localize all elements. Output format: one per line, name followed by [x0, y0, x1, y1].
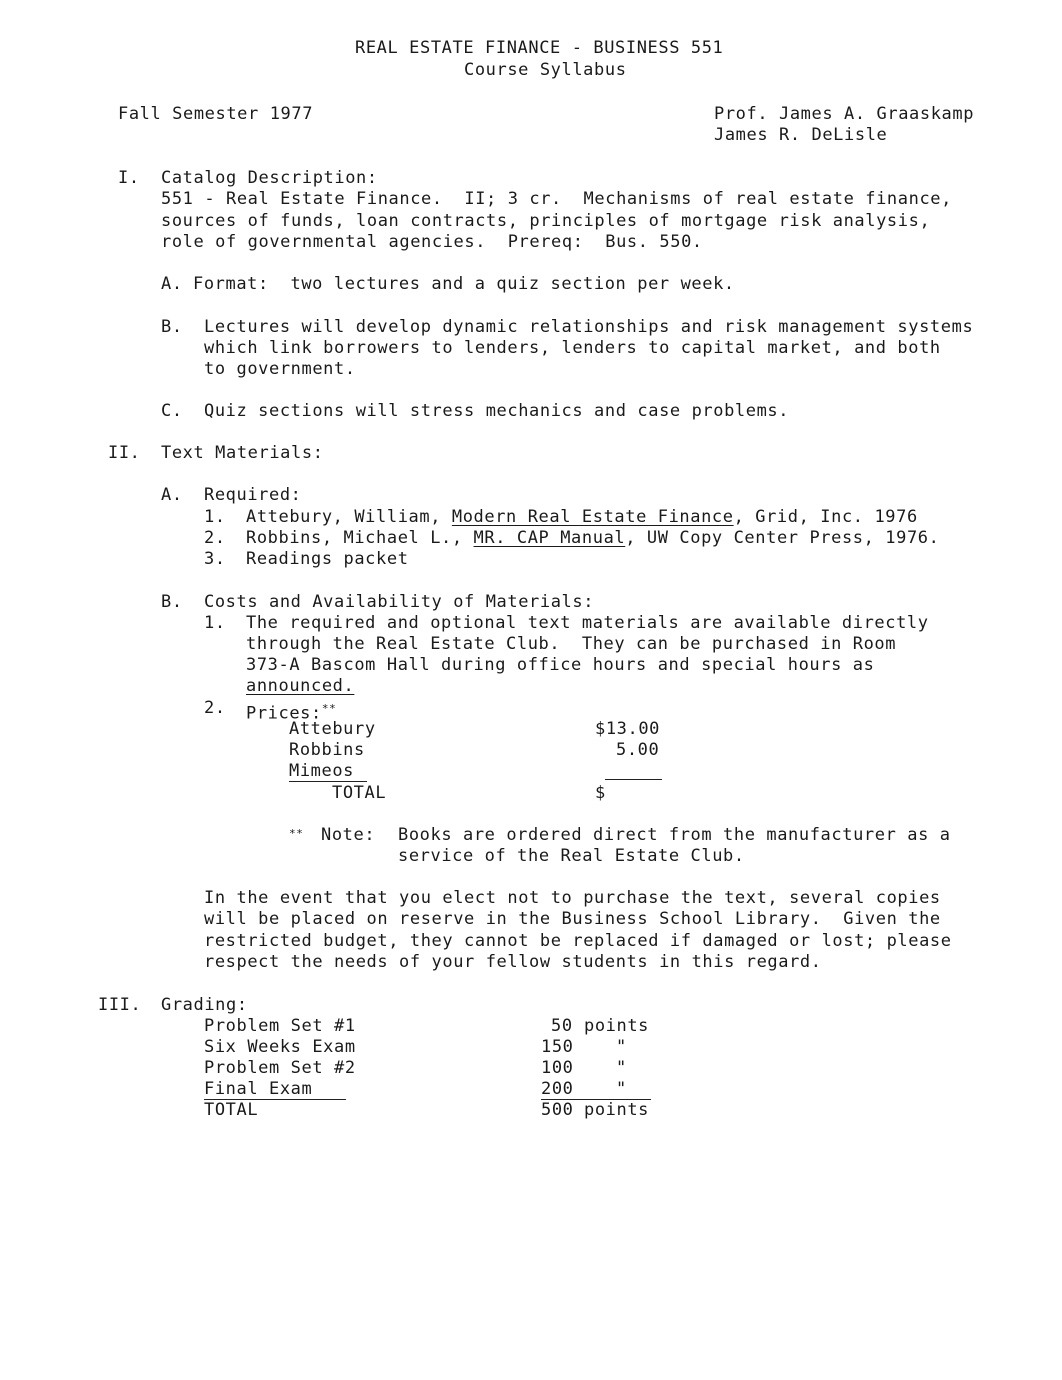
required-1-num: 1. — [204, 507, 226, 527]
reserve-line-4: respect the needs of your fellow students in this regard. — [204, 952, 822, 972]
prices-total-value: $ — [595, 783, 606, 803]
costs-label: B. — [161, 592, 183, 612]
prices-total-label: TOTAL — [332, 783, 387, 803]
catalog-line-1: 551 - Real Estate Finance. II; 3 cr. Mechanisms of real estate finance, — [161, 189, 952, 209]
grading-total-label: TOTAL — [204, 1100, 259, 1120]
required-1 — [246, 507, 918, 528]
grading-total-unit: points — [584, 1100, 650, 1120]
prices-asterisks: ** — [321, 702, 337, 715]
required-heading: Required: — [204, 485, 302, 505]
section-3-numeral: III. — [98, 995, 142, 1015]
section-1-numeral: I. — [118, 168, 140, 188]
document-subtitle: Course Syllabus — [464, 60, 627, 80]
costs-1-line-1: The required and optional text materials are available directly — [246, 613, 929, 633]
prices-num: 2. — [204, 698, 226, 718]
grade-unit-2: " — [616, 1037, 627, 1057]
item-c-label: C. — [161, 401, 183, 421]
price-value-attebury: $13.00 — [595, 719, 661, 739]
required-3: Readings packet — [246, 549, 409, 569]
price-item-robbins: Robbins — [289, 740, 365, 760]
grade-item-3: Problem Set #2 — [204, 1058, 356, 1078]
grade-unit-4: " — [616, 1079, 627, 1099]
prices-total-rule-right — [605, 779, 662, 780]
section-2-heading: Text Materials: — [161, 443, 324, 463]
grade-unit-3: " — [616, 1058, 627, 1078]
grade-unit-1: points — [584, 1016, 650, 1036]
reserve-line-3: restricted budget, they cannot be replaced if damaged or lost; please — [204, 931, 952, 951]
grade-item-1: Problem Set #1 — [204, 1016, 356, 1036]
costs-1-line-4: announced. — [246, 676, 355, 696]
section-2-numeral: II. — [108, 443, 141, 463]
grading-total-points: 500 — [541, 1100, 574, 1120]
price-value-robbins: 5.00 — [616, 740, 660, 760]
catalog-line-3: role of governmental agencies. Prereq: Bus. 550. — [161, 232, 703, 252]
grade-points-3: 100 — [541, 1058, 574, 1078]
prices-total-rule-left — [289, 781, 367, 782]
professor-2: James R. DeLisle — [714, 125, 888, 145]
required-1-publisher: , Grid, Inc. 1976 — [733, 507, 918, 527]
lectures-line-2: which link borrowers to lenders, lenders to capital market, and both — [204, 338, 941, 358]
required-1-author: Attebury, William, — [246, 507, 452, 527]
note-line-2: service of the Real Estate Club. — [398, 846, 745, 866]
costs-1-num: 1. — [204, 613, 226, 633]
catalog-line-2: sources of funds, loan contracts, principles of mortgage risk analysis, — [161, 211, 931, 231]
professor-1: Prof. James A. Graaskamp — [714, 104, 975, 124]
prices-label-text: Prices: — [246, 703, 322, 724]
lectures-line-1: Lectures will develop dynamic relationships and risk management systems — [204, 317, 974, 337]
required-3-num: 3. — [204, 549, 226, 569]
reserve-line-1: In the event that you elect not to purchase the text, several copies — [204, 888, 941, 908]
grade-points-2: 150 — [541, 1037, 574, 1057]
price-item-attebury: Attebury — [289, 719, 376, 739]
required-2-title: MR. CAP Manual — [473, 528, 626, 548]
grade-points-4: 200 — [541, 1079, 574, 1099]
required-2-publisher: , UW Copy Center Press, 1976. — [625, 528, 940, 548]
price-item-mimeos: Mimeos — [289, 761, 355, 781]
costs-1-line-2: through the Real Estate Club. They can be purchased in Room — [246, 634, 897, 654]
section-3-heading: Grading: — [161, 995, 248, 1015]
note-asterisks — [289, 823, 303, 850]
lectures-line-3: to government. — [204, 359, 356, 379]
item-a-format: Format: two lectures and a quiz section per week. — [193, 274, 735, 294]
costs-heading: Costs and Availability of Materials: — [204, 592, 595, 612]
reserve-line-2: will be placed on reserve in the Business School Library. Given the — [204, 909, 941, 929]
required-1-title: Modern Real Estate Finance — [451, 507, 734, 527]
note-label: Note: — [321, 825, 376, 845]
semester: Fall Semester 1977 — [118, 104, 314, 124]
item-b-label: B. — [161, 317, 183, 337]
required-label: A. — [161, 485, 183, 505]
required-2-num: 2. — [204, 528, 226, 548]
grade-item-4: Final Exam — [204, 1079, 313, 1099]
grade-points-1: 50 — [551, 1016, 573, 1036]
required-2 — [246, 528, 939, 549]
section-1-heading: Catalog Description: — [161, 168, 378, 188]
costs-1-line-3: 373-A Bascom Hall during office hours and special hours as — [246, 655, 875, 675]
quiz-sections: Quiz sections will stress mechanics and case problems. — [204, 401, 790, 421]
note-line-1: Books are ordered direct from the manufacturer as a — [398, 825, 951, 845]
required-2-author: Robbins, Michael L., — [246, 528, 474, 548]
item-a-label: A. — [161, 274, 183, 294]
document-title: REAL ESTATE FINANCE - BUSINESS 551 — [355, 38, 724, 58]
grade-item-2: Six Weeks Exam — [204, 1037, 356, 1057]
note-asterisks-mark: ** — [289, 827, 304, 840]
